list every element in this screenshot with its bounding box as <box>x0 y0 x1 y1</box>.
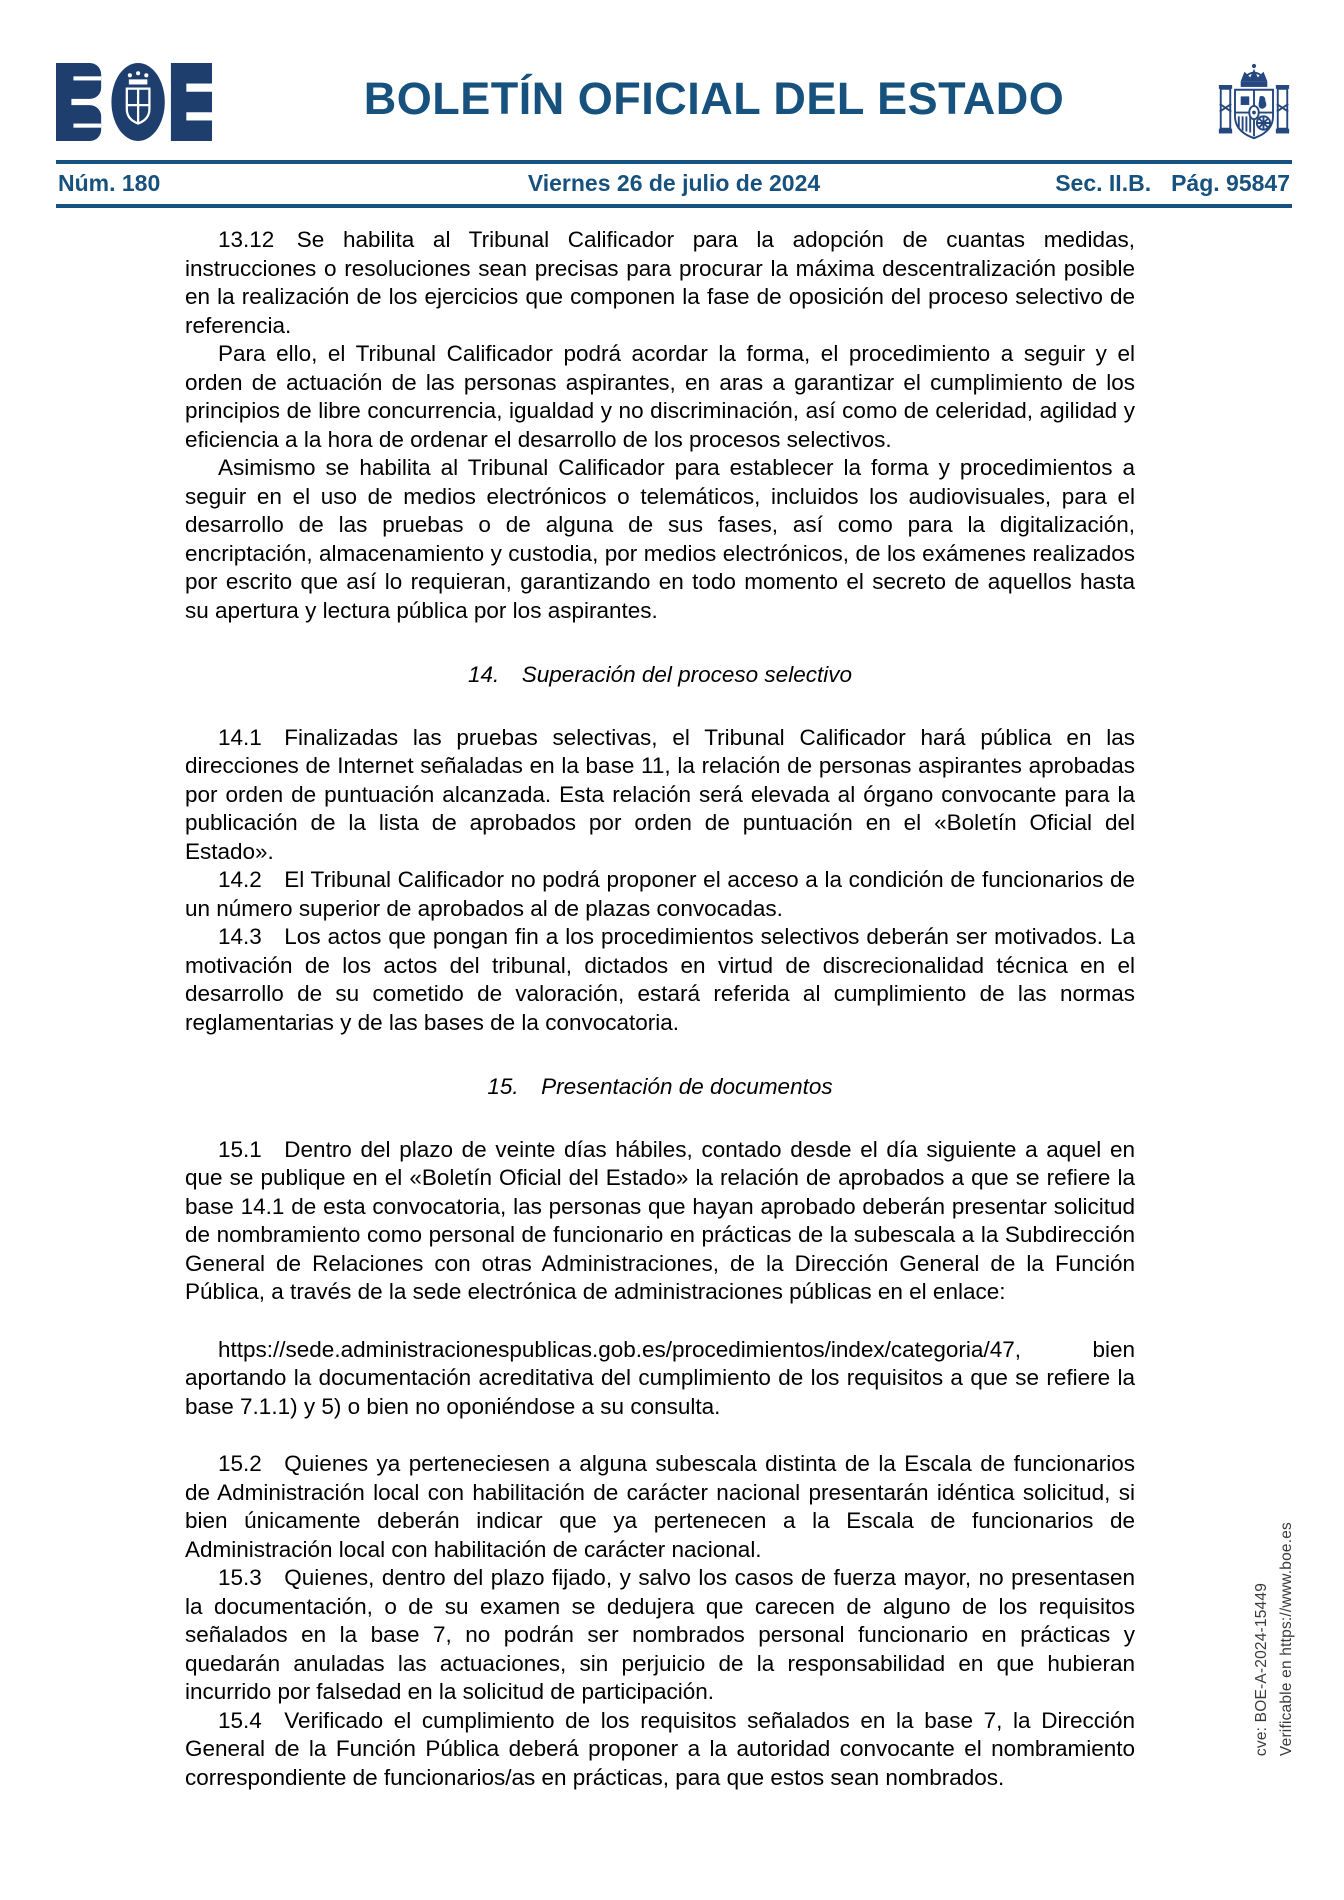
verifiable-url: Verificable en https://www.boe.es <box>1278 1521 1296 1756</box>
page-number: Pág. 95847 <box>1171 170 1290 196</box>
section-page <box>1055 170 1290 197</box>
paragraph-15-2: 15.2 Quienes ya perteneciesen a alguna subescala distinta de la Escala de funcionarios de Administración local con habilitación de carácter nacional presentarán idéntica solicitud, si bien únicamente deberán indicar que ya pertenecen a la Escala de funcionarios de Administración local con habilitación de carácter nacional. <box>185 1451 1135 1562</box>
paragraph-15-1: 15.1 Dentro del plazo de veinte días hábiles, contado desde el día siguiente a aquel en que se publique en el «Boletín Oficial del Estado» la relación de aprobados a que se refiere la base 14.1 de esta convocatoria, las personas que hayan aprobado deberán presentar solicitud de nombramiento como personal de funcionario en prácticas de la subescala a la Subdirección General de Relaciones con otras Administraciones, de la Dirección General de la Función Pública, a través de la sede electrónica de administraciones públicas en el enlace: <box>185 1136 1135 1304</box>
paragraph-14-2: 14.2 El Tribunal Calificador no podrá proponer el acceso a la condición de funcionarios de un número superior de aprobados al de plazas convocadas. <box>185 867 1135 921</box>
paragraph-14-1: 14.1 Finalizadas las pruebas selectivas, el Tribunal Calificador hará pública en las direcciones de Internet señaladas en la base 11, la relación de personas aspirantes aprobadas por orden de puntuación alcanzada. Esta relación será elevada al órgano convocante para la publicación de la lista de aprobados por orden de puntuación en el «Boletín Oficial del Estado». <box>185 724 1135 864</box>
paragraph-15-3: 15.3 Quienes, dentro del plazo fijado, y salvo los casos de fuerza mayor, no presentasen la documentación, o de su examen se dedujera que carecen de alguno de los requisitos señalados en la base 7, no podrán ser nombrados personal funcionario en prácticas y quedarán anuladas las actuaciones, sin perjuicio de la responsabilidad en que hubieran incurrido por falsedad en la solicitud de participación. <box>185 1565 1135 1704</box>
section-label: Sec. II.B. <box>1055 170 1152 196</box>
spain-coat-of-arms-icon <box>1216 60 1292 153</box>
paragraph-14-3: 14.3 Los actos que pongan fin a los procedimientos selectivos deberán ser motivados. La motivación de los actos del tribunal, dictados en virtud de discrecionalidad técnica en el desarrollo de su cometido de valoración, estará referida al cumplimiento de las normas reglamentarias y de las bases de la convocatoria. <box>185 924 1135 1035</box>
verification-sidebar <box>1250 1522 1300 1756</box>
paragraph-13-12: 13.12 Se habilita al Tribunal Calificador para la adopción de cuantas medidas, instrucciones o resoluciones sean precisas para procurar la máxima descentralización posible en la realización de los ejercicios que componen la fase de oposición del proceso selectivo de referencia. <box>185 227 1135 338</box>
boe-header <box>0 0 1344 150</box>
paragraph-15-4: 15.4 Verificado el cumplimiento de los requisitos señalados en la base 7, la Dirección General de la Función Pública deberá proponer a la autoridad convocante el nombramiento correspondiente de funcionarios/as en prácticas, para que estos sean nombrados. <box>185 1707 1135 1790</box>
cve-code: cve: BOE-A-2024-15449 <box>1253 1582 1271 1756</box>
boe-logo-icon <box>56 62 212 142</box>
paragraph-para-ello: Para ello, el Tribunal Calificador podrá acordar la forma, el procedimiento a seguir y el orden de actuación de las personas aspirantes, en aras a garantizar el cumplimiento de los principios de libre concurrencia, igualdad y no discriminación, así como de celeridad, agilidad y eficiencia a la hora de ordenar el desarrollo de los procesos selectivos. <box>185 341 1135 452</box>
boe-logo <box>56 62 212 147</box>
issue-date: Viernes 26 de julio de 2024 <box>527 170 821 196</box>
paragraph-link: https://sede.administracionespublicas.gob.es/procedimientos/index/categoria/47, bien aportando la documentación acreditativa del cumplimiento de los requisitos a que se refiere la base 7.1.1) y 5) o bien no oponiéndose a su consulta. <box>185 1336 1135 1419</box>
paragraph-asimismo: Asimismo se habilita al Tribunal Calificador para establecer la forma y procedimientos a seguir en el uso de medios electrónicos o telemáticos, incluidos los audiovisuales, para el desarrollo de las pruebas o de alguna de sus fases, así como para la digitalización, encriptación, almacenamiento y custodia, por medios electrónicos, de los exámenes realizados por escrito que así lo requieran, garantizando en todo momento el secreto de aquellos hasta su apertura y lectura pública por los aspirantes. <box>185 455 1135 623</box>
section-heading-15: 15. Presentación de documentos <box>487 1074 833 1099</box>
page-title: BOLETÍN OFICIAL DEL ESTADO <box>363 73 1065 124</box>
issue-number: Núm. 180 <box>58 170 161 196</box>
section-heading-14: 14. Superación del proceso selectivo <box>468 662 852 687</box>
document-body <box>185 226 1135 1792</box>
meta-bar <box>56 160 1292 208</box>
